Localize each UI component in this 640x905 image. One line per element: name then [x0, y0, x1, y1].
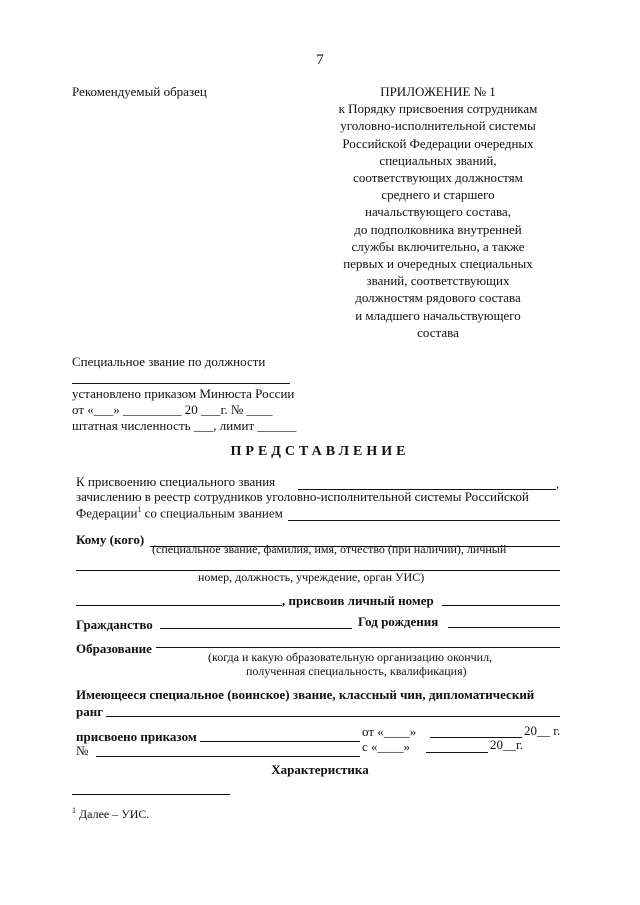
appendix-line: должностям рядового состава: [355, 290, 521, 306]
appendix-line: среднего и старшего: [381, 187, 495, 203]
intro-federation-text: Федерации: [76, 505, 138, 521]
appendix-line: специальных званий,: [379, 152, 497, 168]
staffing-limit-line: штатная численность ___, лимит ______: [72, 418, 297, 433]
appendix-line: и младшего начальствующего: [355, 307, 521, 323]
footnote-marker: 1: [72, 806, 76, 815]
order-from-date: от «____»: [362, 724, 417, 739]
appendix-line: начальствующего состава,: [365, 204, 511, 220]
rank-by-position-label: Специальное звание по должности: [72, 354, 266, 369]
footnote-divider: [72, 794, 230, 795]
since-date: с «____»: [362, 739, 411, 754]
personal-number-field[interactable]: [442, 605, 560, 606]
appendix-line: до подполковника внутренней: [354, 221, 522, 237]
to-whom-label: Кому (кого): [76, 532, 145, 547]
order-field[interactable]: [200, 741, 360, 742]
characteristic-heading: Характеристика: [271, 762, 369, 777]
to-whom-hint-2: номер, должность, учреждение, орган УИС): [198, 570, 425, 584]
assign-personal-number-label: , присвоив личный номер: [282, 593, 434, 608]
number-label: №: [76, 743, 89, 758]
birth-year-field[interactable]: [448, 627, 560, 628]
established-by-order-label: установлено приказом Минюста России: [72, 386, 295, 401]
appendix-line: уголовно-исполнительной системы: [340, 118, 536, 134]
education-label: Образование: [76, 641, 152, 656]
assigned-by-order-label: присвоено приказом: [76, 729, 197, 744]
education-hint-1: (когда и какую образовательную организацию окончил,: [208, 650, 493, 664]
intro-rank-label: К присвоению специального звания: [76, 474, 276, 489]
since-date-field[interactable]: [426, 752, 488, 753]
citizenship-field[interactable]: [160, 628, 352, 629]
footnote-ref: 1: [137, 505, 142, 514]
appendix-line: званий, соответствующих: [366, 273, 510, 289]
appendix-line: первых и очередных специальных: [343, 256, 533, 272]
intro-register-line: зачислению в реестр сотрудников уголовно-исполнительной системы Российской: [76, 489, 529, 504]
with-rank-field[interactable]: [288, 520, 560, 521]
appendix-line: службы включительно, а также: [351, 238, 525, 254]
order-date-line: от «___» _________ 20 ___г. № ____: [72, 402, 273, 417]
number-field[interactable]: [96, 756, 360, 757]
footnote: [72, 806, 149, 822]
existing-rank-label-2: ранг: [76, 704, 104, 719]
appendix-line: Российской Федерации очередных: [342, 135, 534, 151]
appendix-title: ПРИЛОЖЕНИЕ № 1: [380, 84, 496, 99]
recommended-sample-label: Рекомендуемый образец: [72, 84, 207, 99]
document-title: ПРЕДСТАВЛЕНИЕ: [230, 444, 410, 459]
intro-with-rank-text: со специальным званием: [141, 505, 283, 521]
intro-comma: ,: [556, 476, 560, 491]
citizenship-label: Гражданство: [76, 617, 153, 632]
appendix-line: состава: [417, 324, 459, 340]
existing-rank-field[interactable]: [106, 716, 560, 717]
appendix-line: к Порядку присвоения сотрудникам: [338, 101, 538, 117]
education-field[interactable]: [156, 647, 560, 648]
appendix-block: [300, 83, 576, 341]
personal-number-prefix-field[interactable]: [76, 605, 282, 606]
footnote-text: Далее – УИС.: [76, 807, 150, 821]
birth-year-label: Год рождения: [358, 614, 439, 629]
order-year-1: 20__ г.: [524, 723, 561, 738]
to-whom-hint-1: (специальное звание, фамилия, имя, отчество (при наличии), личный: [152, 542, 507, 556]
existing-rank-label: Имеющееся специальное (воинское) звание, классный чин, дипломатический: [76, 687, 535, 702]
rank-by-position-field[interactable]: [72, 383, 290, 384]
order-year-2: 20__г.: [490, 737, 524, 752]
appendix-line: соответствующих должностям: [353, 170, 523, 186]
intro-federation-line: [76, 505, 283, 521]
page-number: 7: [316, 52, 324, 68]
education-hint-2: полученная специальность, квалификация): [246, 664, 467, 678]
